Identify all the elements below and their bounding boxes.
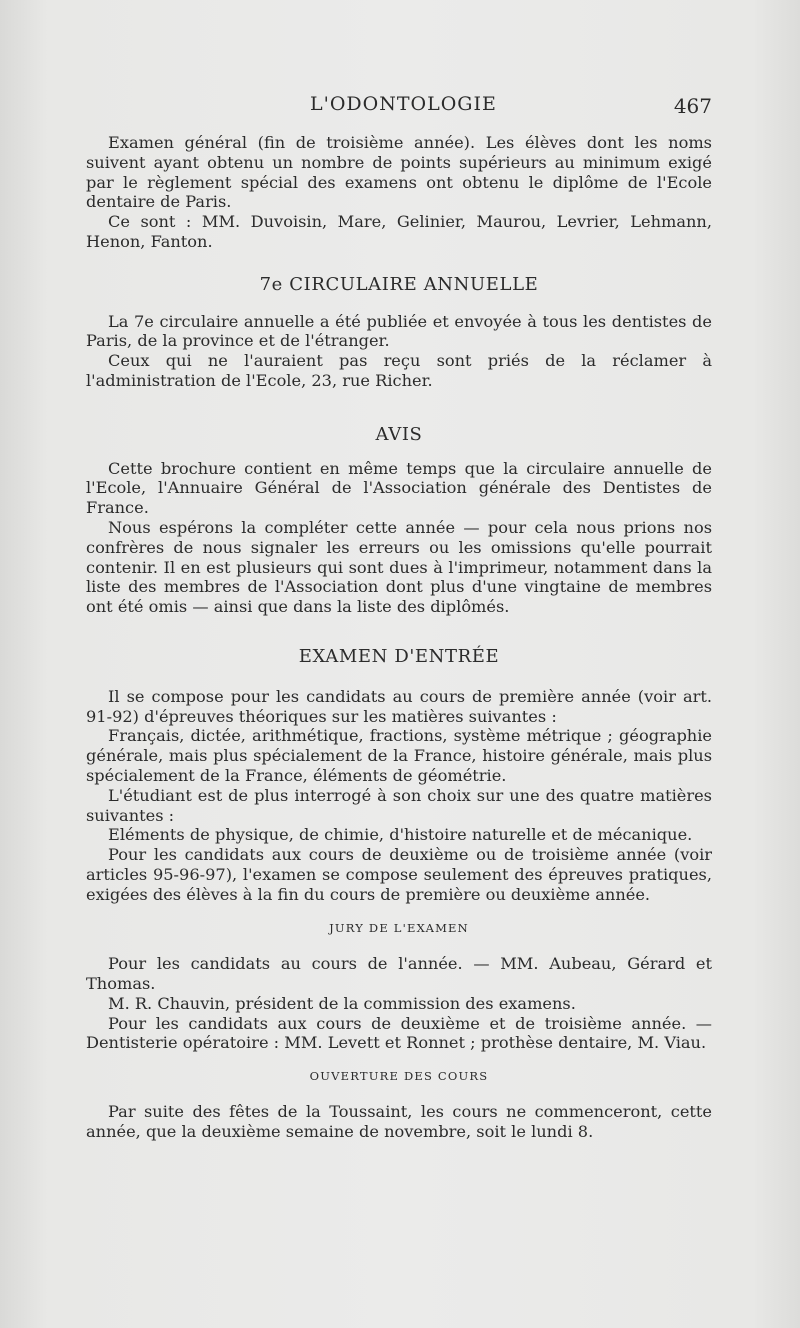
body-text xyxy=(86,133,712,1142)
running-head xyxy=(86,93,712,123)
paragraph: Il se compose pour les candidats au cours de première année (voir art. 91-92) d'épreuves théoriques sur les matières suivantes : xyxy=(86,686,712,726)
paragraph: Cette brochure contient en même temps que la circulaire annuelle de l'Ecole, l'Annuaire Général de l'Association générale des Dentistes de France. xyxy=(86,458,712,518)
paragraph: Examen général (fin de troisième année). Les élèves dont les noms suivent ayant obtenu un nombre de points supérieurs au minimum exigé par le règlement spécial des examens ont obtenu le diplôme de l'Ecole dentaire de Paris. xyxy=(86,133,712,212)
paragraph: Ceux qui ne l'auraient pas reçu sont priés de la réclamer à l'administration de l'Ecole, 23, rue Richer. xyxy=(86,351,712,390)
paragraph: Pour les candidats aux cours de deuxième ou de troisième année (voir articles 95-96-97), l'examen se compose seulement des épreuves pratiques, exigées des élèves à la fin du cours de première ou deuxième année. xyxy=(86,845,712,904)
paragraph: La 7e circulaire annuelle a été publiée et envoyée à tous les dentistes de Paris, de la province et de l'étranger. xyxy=(86,311,712,351)
subheading-jury: JURY DE L'EXAMEN xyxy=(329,920,469,935)
paragraph: Ce sont : MM. Duvoisin, Mare, Gelinier, Maurou, Levrier, Lehmann, Henon, Fanton. xyxy=(86,212,712,251)
section-heading-avis: AVIS xyxy=(375,423,423,445)
paragraph: Pour les candidats au cours de l'année. — MM. Aubeau, Gérard et Thomas. xyxy=(86,954,712,994)
paragraph: Par suite des fêtes de la Toussaint, les cours ne commenceront, cette année, que la deuxième semaine de novembre, soit le lundi 8. xyxy=(86,1102,712,1141)
paragraph: Eléments de physique, de chimie, d'histoire naturelle et de mécanique. xyxy=(108,825,693,845)
section-heading-circulaire: 7e CIRCULAIRE ANNUELLE xyxy=(259,273,539,295)
section-heading-examen-entree: EXAMEN D'ENTRÉE xyxy=(298,645,500,667)
paragraph: Français, dictée, arithmétique, fractions, système métrique ; géographie générale, mais plus spécialement de la France, histoire générale, mais plus spécialement de la France, éléments de géométrie. xyxy=(86,726,712,785)
page-number: 467 xyxy=(673,94,712,118)
paragraph: M. R. Chauvin, président de la commission des examens. xyxy=(108,993,576,1013)
subheading-ouverture: OUVERTURE DES COURS xyxy=(309,1069,489,1084)
paragraph: L'étudiant est de plus interrogé à son choix sur une des quatre matières suivantes : xyxy=(86,785,712,825)
running-title: L'ODONTOLOGIE xyxy=(310,93,497,115)
paragraph: Nous espérons la compléter cette année — pour cela nous prions nos confrères de nous signaler les erreurs ou les omissions qu'elle pourrait contenir. Il en est plusieurs qui sont dues à l'imprimeur, notamment dans la liste des membres de l'Association dont plus d'une vingtaine de membres ont été omis — ainsi que dans la liste des diplômés. xyxy=(86,517,712,617)
paragraph: Pour les candidats aux cours de deuxième et de troisième année. — Dentisterie opératoire : MM. Levett et Ronnet ; prothèse dentaire, M. Viau. xyxy=(86,1013,712,1053)
